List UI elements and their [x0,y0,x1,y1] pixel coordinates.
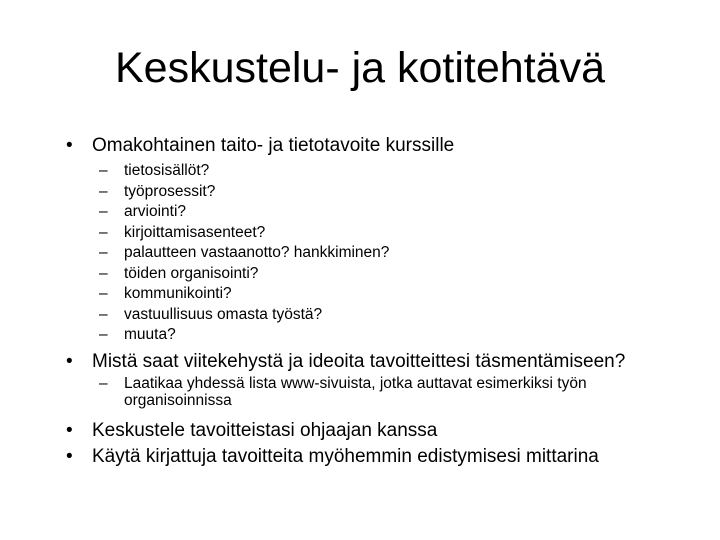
bullet-item [66,350,676,374]
dash-icon: – [99,285,108,302]
bullet-item [66,445,676,469]
bullet-item [66,134,676,158]
sub-item [66,182,676,203]
sub-item-text: palautteen vastaanotto? hankkiminen? [124,244,390,261]
sub-item [66,202,676,223]
sub-item [66,264,676,285]
bullet-text: Omakohtainen taito- ja tietotavoite kurssille [92,135,455,156]
sub-item [66,243,676,264]
sub-item-text: kommunikointi? [124,285,232,302]
bullet-text: Mistä saat viitekehystä ja ideoita tavoitteittesi täsmentämiseen? [92,350,626,372]
bullet-icon: • [66,135,73,156]
sub-item-text: Laatikaa yhdessä lista www-sivuista, jotka auttavat esimerkiksi työn organisoinnissa [124,374,587,409]
slide-body [66,134,676,469]
dash-icon: – [99,244,108,261]
bullet-text: Keskustele tavoitteistasi ohjaajan kanssa [92,419,438,441]
dash-icon: – [99,182,108,200]
bullet-icon: • [66,419,73,441]
dash-icon: – [99,305,108,323]
sub-item-text: kirjoittamisasenteet? [124,223,266,241]
sub-item [66,375,676,409]
sub-item-text: työprosessit? [124,182,216,200]
dash-icon: – [99,162,108,179]
dash-icon: – [99,223,108,241]
dash-icon: – [99,374,108,392]
sub-item-text: vastuullisuus omasta työstä? [124,305,323,323]
slide-title: Keskustelu- ja kotitehtävä [115,44,605,92]
sub-item [66,223,676,244]
sub-item-text: tietosisällöt? [124,162,210,179]
dash-icon: – [99,264,108,282]
sub-item-text: töiden organisointi? [124,264,259,282]
sub-item [66,305,676,326]
sub-item [66,325,676,346]
bullet-icon: • [66,445,73,467]
sub-item [66,161,676,182]
sub-item-text: arviointi? [124,203,187,220]
bullet-icon: • [66,350,73,372]
sub-list [66,161,676,346]
sub-item-text: muuta? [124,326,176,343]
bullet-text: Käytä kirjattuja tavoitteita myöhemmin edistymisesi mittarina [92,445,599,467]
sub-item [66,284,676,305]
dash-icon: – [99,326,108,343]
dash-icon: – [99,203,108,220]
sub-list [66,375,676,409]
bullet-item [66,419,676,443]
